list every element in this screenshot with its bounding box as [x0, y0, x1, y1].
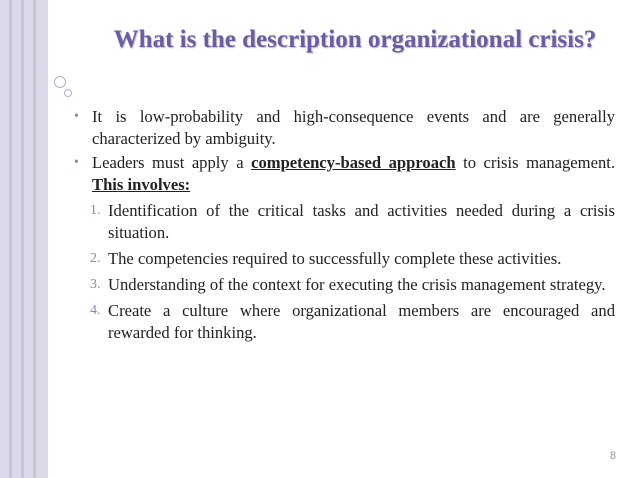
numbered-item: [72, 300, 615, 344]
sidebar-stripe: [21, 0, 24, 478]
bullet-item: [72, 152, 615, 196]
item-number: 2.: [90, 251, 101, 266]
bullet-icon: •: [74, 155, 79, 170]
numbered-item: [72, 200, 615, 244]
bullet-text: Leaders must apply a: [92, 153, 252, 172]
bullet-item: [72, 106, 615, 150]
bullet-text: It is low-probability and high-consequence events and are generally characterized by ambiguity.: [92, 107, 615, 148]
sidebar-decoration: [0, 0, 48, 478]
sidebar-stripe: [33, 0, 36, 478]
page-number: 8: [609, 450, 616, 462]
item-number: 3.: [90, 277, 101, 292]
item-text: Create a culture where organizational members are encouraged and rewarded for thinking.: [108, 301, 615, 342]
item-number: 1.: [90, 203, 101, 218]
decorative-circle-icon: [54, 76, 66, 88]
item-text: Understanding of the context for executing the crisis management strategy.: [108, 275, 606, 294]
emphasis-text: competency-based approach: [251, 153, 456, 172]
slide-body: [72, 106, 615, 347]
sidebar-stripe: [9, 0, 12, 478]
bullet-icon: •: [74, 109, 79, 124]
bullet-text: to crisis management.: [455, 153, 616, 172]
item-text: The competencies required to successfully complete these activities.: [108, 249, 562, 268]
emphasis-text: This involves:: [92, 175, 191, 194]
numbered-item: [72, 274, 615, 296]
decorative-circle-icon: [64, 89, 72, 97]
item-number: 4.: [90, 303, 101, 318]
slide-title: What is the description organizational crisis?: [113, 26, 597, 53]
item-text: Identification of the critical tasks and activities needed during a crisis situation.: [108, 201, 615, 242]
numbered-item: [72, 248, 615, 270]
